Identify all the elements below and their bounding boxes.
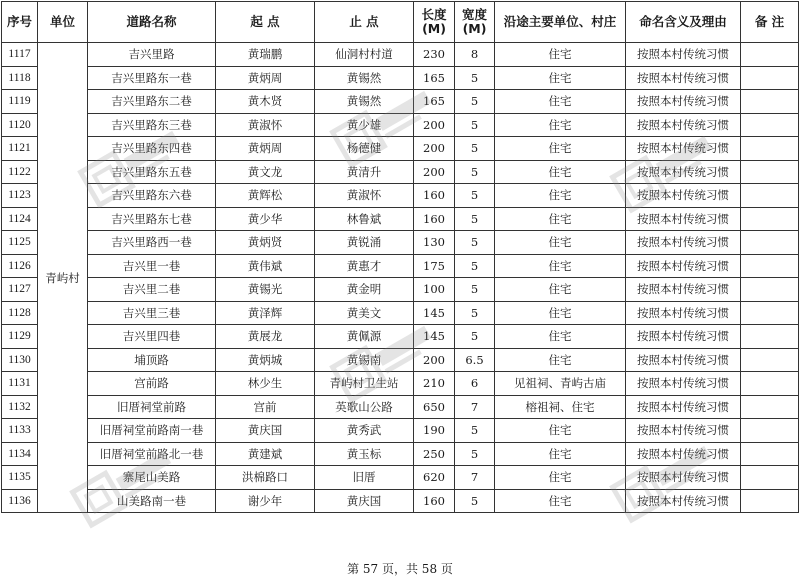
cell-length: 250	[414, 442, 455, 466]
table-row	[2, 113, 799, 137]
cell-length: 160	[414, 489, 455, 513]
table-row	[2, 278, 799, 302]
cell-width: 5	[455, 419, 495, 443]
cell-reason: 按照本村传统习惯	[626, 43, 741, 67]
table-row	[2, 301, 799, 325]
table-row	[2, 254, 799, 278]
cell-width: 5	[455, 325, 495, 349]
cell-along: 住宅	[495, 113, 626, 137]
cell-along: 住宅	[495, 43, 626, 67]
cell-note	[741, 325, 799, 349]
cell-length: 620	[414, 466, 455, 490]
cell-end: 黄玉标	[315, 442, 414, 466]
table-row	[2, 419, 799, 443]
cell-start: 黄泽辉	[216, 301, 315, 325]
cell-road-name: 吉兴里路东六巷	[88, 184, 216, 208]
cell-road-name: 旧厝祠堂前路	[88, 395, 216, 419]
cell-length: 165	[414, 66, 455, 90]
cell-end: 黄锡南	[315, 348, 414, 372]
cell-start: 黄炳周	[216, 137, 315, 161]
cell-reason: 按照本村传统习惯	[626, 113, 741, 137]
cell-road-name: 山美路南一巷	[88, 489, 216, 513]
cell-along: 住宅	[495, 348, 626, 372]
cell-length: 650	[414, 395, 455, 419]
road-naming-table	[1, 1, 799, 513]
cell-reason: 按照本村传统习惯	[626, 184, 741, 208]
table-row	[2, 348, 799, 372]
cell-reason: 按照本村传统习惯	[626, 207, 741, 231]
cell-start: 林少生	[216, 372, 315, 396]
table-row	[2, 325, 799, 349]
cell-reason: 按照本村传统习惯	[626, 90, 741, 114]
cell-note	[741, 301, 799, 325]
cell-width: 7	[455, 395, 495, 419]
cell-along: 住宅	[495, 325, 626, 349]
cell-end: 林鲁斌	[315, 207, 414, 231]
cell-road-name: 吉兴里路西一巷	[88, 231, 216, 255]
cell-reason: 按照本村传统习惯	[626, 489, 741, 513]
table-row	[2, 160, 799, 184]
table-row	[2, 395, 799, 419]
cell-start: 黄伟斌	[216, 254, 315, 278]
cell-width: 5	[455, 207, 495, 231]
cell-road-name: 吉兴里一巷	[88, 254, 216, 278]
cell-reason: 按照本村传统习惯	[626, 301, 741, 325]
cell-along: 住宅	[495, 278, 626, 302]
cell-length: 175	[414, 254, 455, 278]
cell-length: 190	[414, 419, 455, 443]
cell-end: 黄少雄	[315, 113, 414, 137]
cell-road-name: 旧厝祠堂前路北一巷	[88, 442, 216, 466]
cell-width: 5	[455, 278, 495, 302]
cell-start: 黄辉松	[216, 184, 315, 208]
cell-width: 5	[455, 66, 495, 90]
cell-along: 榕祖祠、住宅	[495, 395, 626, 419]
cell-start: 黄展龙	[216, 325, 315, 349]
cell-width: 7	[455, 466, 495, 490]
cell-road-name: 吉兴里路东七巷	[88, 207, 216, 231]
cell-start: 黄木贤	[216, 90, 315, 114]
cell-unit: 青屿村	[38, 43, 88, 513]
cell-seq: 1119	[2, 90, 38, 114]
cell-road-name: 吉兴里四巷	[88, 325, 216, 349]
cell-seq: 1131	[2, 372, 38, 396]
cell-note	[741, 231, 799, 255]
header-unit: 单位	[38, 2, 88, 43]
table-row	[2, 372, 799, 396]
cell-reason: 按照本村传统习惯	[626, 160, 741, 184]
cell-along: 住宅	[495, 66, 626, 90]
cell-road-name: 吉兴里二巷	[88, 278, 216, 302]
cell-note	[741, 137, 799, 161]
cell-length: 130	[414, 231, 455, 255]
cell-reason: 按照本村传统习惯	[626, 325, 741, 349]
cell-reason: 按照本村传统习惯	[626, 137, 741, 161]
cell-length: 200	[414, 348, 455, 372]
cell-reason: 按照本村传统习惯	[626, 348, 741, 372]
cell-seq: 1121	[2, 137, 38, 161]
cell-start: 谢少年	[216, 489, 315, 513]
cell-note	[741, 466, 799, 490]
cell-seq: 1120	[2, 113, 38, 137]
cell-road-name: 吉兴里路东四巷	[88, 137, 216, 161]
cell-road-name: 吉兴里三巷	[88, 301, 216, 325]
cell-seq: 1136	[2, 489, 38, 513]
cell-start: 黄炳贤	[216, 231, 315, 255]
cell-start: 宫前	[216, 395, 315, 419]
cell-along: 住宅	[495, 254, 626, 278]
cell-length: 160	[414, 184, 455, 208]
cell-width: 5	[455, 301, 495, 325]
cell-seq: 1134	[2, 442, 38, 466]
cell-width: 5	[455, 113, 495, 137]
cell-along: 住宅	[495, 160, 626, 184]
cell-seq: 1126	[2, 254, 38, 278]
cell-end: 杨德健	[315, 137, 414, 161]
cell-note	[741, 489, 799, 513]
cell-road-name: 吉兴里路东二巷	[88, 90, 216, 114]
cell-length: 200	[414, 160, 455, 184]
cell-reason: 按照本村传统习惯	[626, 442, 741, 466]
cell-road-name: 吉兴里路东一巷	[88, 66, 216, 90]
cell-width: 5	[455, 160, 495, 184]
cell-seq: 1129	[2, 325, 38, 349]
cell-start: 黄炳周	[216, 66, 315, 90]
table-row	[2, 489, 799, 513]
cell-along: 住宅	[495, 137, 626, 161]
cell-length: 100	[414, 278, 455, 302]
table-row	[2, 184, 799, 208]
cell-seq: 1133	[2, 419, 38, 443]
cell-seq: 1127	[2, 278, 38, 302]
cell-note	[741, 254, 799, 278]
cell-along: 住宅	[495, 184, 626, 208]
cell-reason: 按照本村传统习惯	[626, 395, 741, 419]
cell-end: 黄佩源	[315, 325, 414, 349]
header-road-name: 道路名称	[88, 2, 216, 43]
cell-end: 黄锡然	[315, 90, 414, 114]
table-row	[2, 466, 799, 490]
cell-end: 黄淑怀	[315, 184, 414, 208]
cell-along: 住宅	[495, 231, 626, 255]
cell-road-name: 吉兴里路	[88, 43, 216, 67]
cell-note	[741, 113, 799, 137]
cell-width: 6	[455, 372, 495, 396]
cell-note	[741, 66, 799, 90]
table-row	[2, 90, 799, 114]
cell-length: 165	[414, 90, 455, 114]
header-width: 宽度 (M)	[455, 2, 495, 43]
cell-along: 住宅	[495, 466, 626, 490]
cell-end: 青屿村卫生站	[315, 372, 414, 396]
cell-length: 145	[414, 325, 455, 349]
header-along: 沿途主要单位、村庄	[495, 2, 626, 43]
cell-seq: 1123	[2, 184, 38, 208]
cell-start: 黄炳城	[216, 348, 315, 372]
cell-seq: 1118	[2, 66, 38, 90]
cell-length: 160	[414, 207, 455, 231]
cell-reason: 按照本村传统习惯	[626, 231, 741, 255]
table-row	[2, 137, 799, 161]
header-start: 起 点	[216, 2, 315, 43]
cell-end: 旧厝	[315, 466, 414, 490]
cell-seq: 1130	[2, 348, 38, 372]
cell-reason: 按照本村传统习惯	[626, 66, 741, 90]
cell-road-name: 宫前路	[88, 372, 216, 396]
cell-note	[741, 348, 799, 372]
cell-along: 住宅	[495, 90, 626, 114]
cell-end: 黄庆国	[315, 489, 414, 513]
cell-width: 5	[455, 90, 495, 114]
cell-seq: 1135	[2, 466, 38, 490]
header-end: 止 点	[315, 2, 414, 43]
cell-width: 5	[455, 184, 495, 208]
cell-along: 住宅	[495, 207, 626, 231]
cell-width: 5	[455, 137, 495, 161]
cell-note	[741, 419, 799, 443]
cell-length: 145	[414, 301, 455, 325]
cell-end: 黄秀武	[315, 419, 414, 443]
cell-seq: 1128	[2, 301, 38, 325]
table-row	[2, 43, 799, 67]
cell-end: 仙洞村村道	[315, 43, 414, 67]
cell-note	[741, 395, 799, 419]
cell-note	[741, 184, 799, 208]
cell-start: 黄少华	[216, 207, 315, 231]
cell-along: 见祖祠、青屿古庙	[495, 372, 626, 396]
cell-reason: 按照本村传统习惯	[626, 254, 741, 278]
cell-note	[741, 160, 799, 184]
header-row	[2, 2, 799, 43]
cell-along: 住宅	[495, 419, 626, 443]
table-row	[2, 231, 799, 255]
table-row	[2, 207, 799, 231]
cell-width: 6.5	[455, 348, 495, 372]
cell-seq: 1125	[2, 231, 38, 255]
header-seq: 序号	[2, 2, 38, 43]
cell-end: 黄锐涌	[315, 231, 414, 255]
cell-end: 英歌山公路	[315, 395, 414, 419]
cell-note	[741, 278, 799, 302]
cell-road-name: 埔顶路	[88, 348, 216, 372]
cell-note	[741, 43, 799, 67]
table-row	[2, 66, 799, 90]
cell-start: 黄文龙	[216, 160, 315, 184]
cell-length: 230	[414, 43, 455, 67]
cell-note	[741, 372, 799, 396]
cell-road-name: 旧厝祠堂前路南一巷	[88, 419, 216, 443]
cell-start: 黄锡光	[216, 278, 315, 302]
cell-road-name: 吉兴里路东三巷	[88, 113, 216, 137]
cell-seq: 1124	[2, 207, 38, 231]
cell-note	[741, 207, 799, 231]
cell-reason: 按照本村传统习惯	[626, 466, 741, 490]
cell-start: 洪棉路口	[216, 466, 315, 490]
cell-note	[741, 90, 799, 114]
cell-width: 5	[455, 254, 495, 278]
cell-width: 5	[455, 442, 495, 466]
cell-length: 200	[414, 113, 455, 137]
page-footer: 第 57 页，共 58 页	[347, 562, 453, 576]
cell-reason: 按照本村传统习惯	[626, 278, 741, 302]
cell-road-name: 吉兴里路东五巷	[88, 160, 216, 184]
cell-start: 黄淑怀	[216, 113, 315, 137]
cell-length: 210	[414, 372, 455, 396]
cell-seq: 1117	[2, 43, 38, 67]
cell-seq: 1122	[2, 160, 38, 184]
cell-along: 住宅	[495, 489, 626, 513]
header-length: 长度 (M)	[414, 2, 455, 43]
cell-reason: 按照本村传统习惯	[626, 419, 741, 443]
cell-length: 200	[414, 137, 455, 161]
cell-end: 黄锡然	[315, 66, 414, 90]
header-note: 备 注	[741, 2, 799, 43]
cell-along: 住宅	[495, 301, 626, 325]
table-row	[2, 442, 799, 466]
cell-width: 5	[455, 231, 495, 255]
cell-reason: 按照本村传统习惯	[626, 372, 741, 396]
cell-road-name: 寨尾山美路	[88, 466, 216, 490]
cell-note	[741, 442, 799, 466]
cell-seq: 1132	[2, 395, 38, 419]
cell-start: 黄瑞鹏	[216, 43, 315, 67]
cell-start: 黄建斌	[216, 442, 315, 466]
cell-end: 黄惠才	[315, 254, 414, 278]
cell-width: 5	[455, 489, 495, 513]
cell-end: 黄美文	[315, 301, 414, 325]
cell-start: 黄庆国	[216, 419, 315, 443]
cell-along: 住宅	[495, 442, 626, 466]
cell-end: 黄清升	[315, 160, 414, 184]
cell-width: 8	[455, 43, 495, 67]
header-reason: 命名含义及理由	[626, 2, 741, 43]
cell-end: 黄金明	[315, 278, 414, 302]
